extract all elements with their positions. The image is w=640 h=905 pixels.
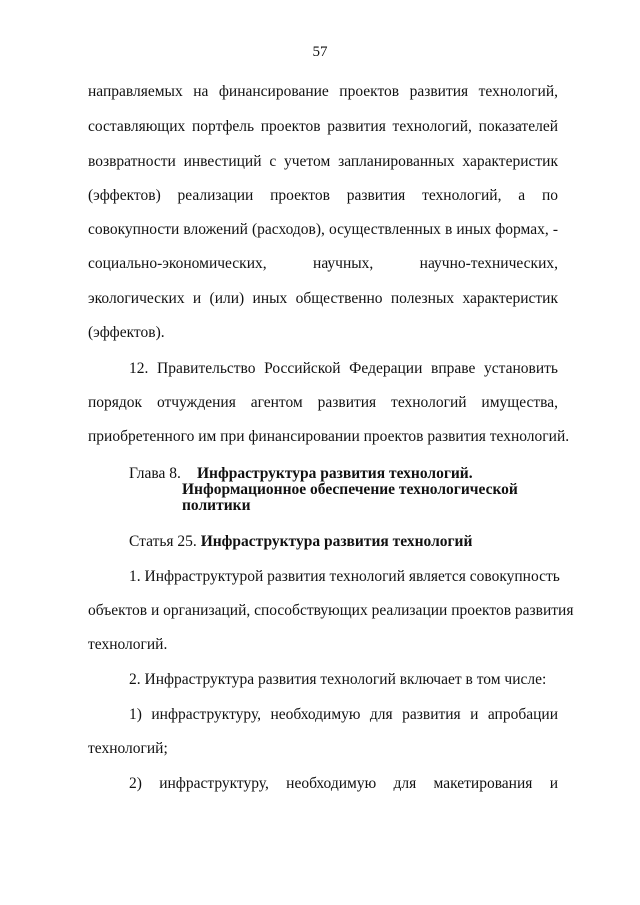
chapter-label: Глава 8.	[129, 465, 181, 482]
body-line: (эффектов) реализации проектов развития технологий, а по	[88, 187, 558, 204]
body-line: объектов и организаций, способствующих реализации проектов развития	[88, 602, 574, 619]
chapter-title-line: политики	[182, 497, 251, 514]
body-line: возвратности инвестиций с учетом запланированных характеристик	[88, 153, 558, 170]
body-line: технологий.	[88, 636, 168, 653]
body-line: социально-экономических, научных, научно-технических,	[88, 255, 558, 272]
body-line: составляющих портфель проектов развития технологий, показателей	[88, 118, 558, 135]
chapter-title-line: Инфраструктура развития технологий.	[197, 465, 473, 482]
article-label: Статья 25.	[129, 533, 197, 550]
body-line: 2. Инфраструктура развития технологий включает в том числе:	[129, 671, 547, 688]
body-line: 1) инфраструктуру, необходимую для развития и апробации	[129, 706, 558, 723]
body-line: 1. Инфраструктурой развития технологий является совокупность	[129, 568, 560, 585]
body-line: 2) инфраструктуру, необходимую для макетирования и	[129, 775, 558, 792]
article-title: Инфраструктура развития технологий	[200, 533, 473, 550]
body-line: (эффектов).	[88, 324, 165, 341]
body-line: технологий;	[88, 740, 168, 757]
body-line: экологических и (или) иных общественно полезных характеристик	[88, 290, 558, 307]
chapter-title-line: Информационное обеспечение технологической	[182, 481, 518, 498]
body-line: 12. Правительство Российской Федерации вправе установить	[129, 360, 558, 377]
body-line: приобретенного им при финансировании проектов развития технологий.	[88, 428, 570, 445]
body-line: совокупности вложений (расходов), осуществленных в иных формах, -	[88, 221, 558, 238]
body-line: направляемых на финансирование проектов развития технологий,	[88, 83, 558, 100]
page-number: 57	[312, 44, 328, 60]
article-heading	[129, 533, 472, 551]
body-line: порядок отчуждения агентом развития технологий имущества,	[88, 394, 558, 411]
